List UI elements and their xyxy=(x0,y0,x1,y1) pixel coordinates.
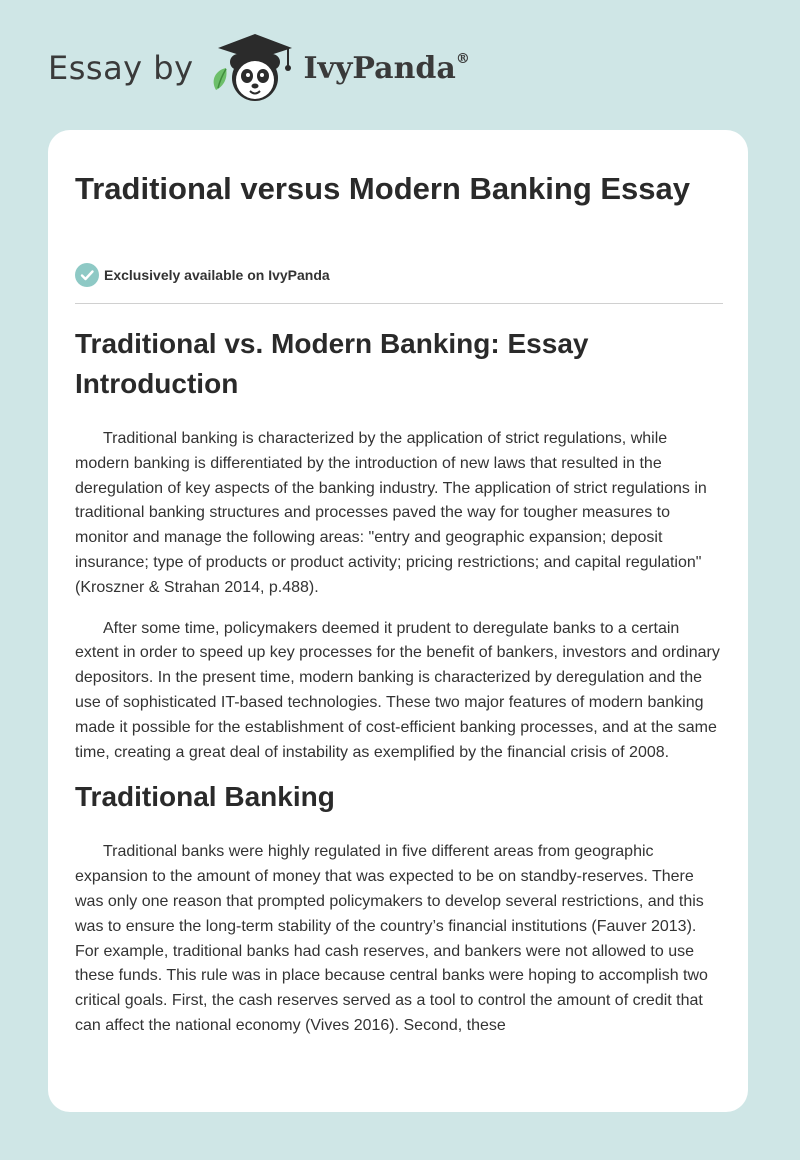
exclusive-badge xyxy=(75,263,330,287)
divider xyxy=(75,303,723,304)
section-heading-traditional-banking: Traditional Banking xyxy=(75,781,335,813)
essay-title: Traditional versus Modern Banking Essay xyxy=(75,171,691,206)
exclusive-badge-label: Exclusively available on IvyPanda xyxy=(104,267,330,283)
paragraph: Traditional banking is characterized by the application of strict regulations, while modern banking is differentiated by the introduction of new laws that resulted in the deregulation of key aspects of the banking industry. The application of strict regulations in traditional banking structures and processes paved the way for tougher measures to monitor and manage the following areas: "entry and geographic expansion; deposit insurance; type of products or product activity; pricing restrictions; and capital regulation" (Kroszner & Strahan 2014, p.488). xyxy=(75,430,707,596)
check-circle-icon xyxy=(75,263,99,287)
essay-card xyxy=(48,130,748,1112)
essay-body xyxy=(75,324,723,1039)
section-heading-introduction: Traditional vs. Modern Banking: Essay Introduction xyxy=(75,328,589,399)
brand-name[interactable]: IvyPanda® xyxy=(303,50,470,86)
site-header xyxy=(48,28,470,108)
panda-graduate-logo-icon[interactable] xyxy=(208,28,300,108)
essay-by-label: Essay by xyxy=(48,49,194,87)
paragraph: Traditional banks were highly regulated in five different areas from geographic expansion to the amount of money that was expected to be on standby-reserves. There was only one reason that prompted policymakers to develop several restrictions, and this was to ensure the long-term stability of the country’s financial institutions (Fauver 2013). For example, traditional banks had cash reserves, and bankers were not allowed to use these funds. This rule was in place because central banks were hoping to accomplish two critical goals. First, the cash reserves served as a tool to control the amount of credit that can affect the national economy (Vives 2016). Second, these xyxy=(75,843,708,1034)
registered-mark: ® xyxy=(455,50,470,67)
paragraph: After some time, policymakers deemed it prudent to deregulate banks to a certain extent in order to speed up key processes for the benefit of bankers, investors and ordinary depositors. In the present time, modern banking is characterized by deregulation and the use of sophisticated IT-based technologies. These two major features of modern banking made it possible for the establishment of cost-efficient banking processes, and at the same time, creating a great deal of instability as exemplified by the financial crisis of 2008. xyxy=(75,619,720,761)
